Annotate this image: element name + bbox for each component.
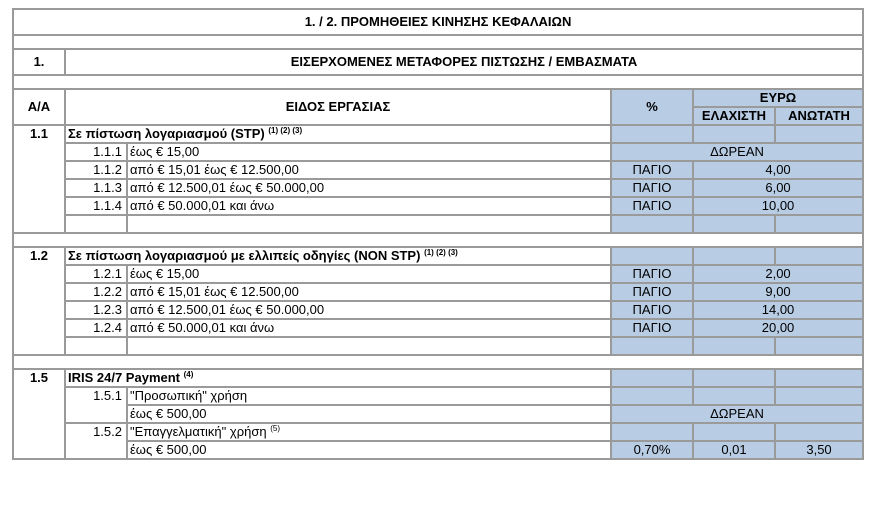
chapter-number: 1. (13, 49, 65, 75)
fee-table (12, 8, 864, 460)
spacer-row (13, 233, 863, 247)
table-row (13, 405, 863, 423)
page-title: 1. / 2. ΠΡΟΜΗΘΕΙΕΣ ΚΙΝΗΣΗΣ ΚΕΦΑΛΑΙΩΝ (13, 9, 863, 35)
row-percent: ΠΑΓΙΟ (611, 319, 693, 337)
table-row (13, 301, 863, 319)
blank-cell (65, 337, 127, 355)
row-percent: ΠΑΓΙΟ (611, 197, 693, 215)
row-description: έως € 500,00 (127, 405, 611, 423)
spacer-row (13, 75, 863, 89)
row-percent: 0,70% (611, 441, 693, 459)
row-percent: ΠΑΓΙΟ (611, 161, 693, 179)
row-description: από € 50.000,01 και άνω (127, 319, 611, 337)
blank-cell (611, 387, 693, 405)
header-euro: ΕΥΡΩ (693, 89, 863, 107)
blank-cell (693, 247, 775, 265)
blank-row (13, 337, 863, 355)
table-row (13, 319, 863, 337)
blank-cell (693, 215, 775, 233)
row-number: 1.1.1 (65, 143, 127, 161)
row-min: 0,01 (693, 441, 775, 459)
row-description: έως € 15,00 (127, 265, 611, 283)
section-1-1-title (65, 125, 611, 143)
blank-cell (775, 247, 863, 265)
header-aa: Α/Α (13, 89, 65, 125)
blank-cell (611, 215, 693, 233)
table-row (13, 387, 863, 405)
table-row (13, 143, 863, 161)
blank-cell (611, 337, 693, 355)
blank-cell (611, 369, 693, 387)
section-1-5-title (65, 369, 611, 387)
header-max: ΑΝΩΤΑΤΗ (775, 107, 863, 125)
spacer-row (13, 355, 863, 369)
row-description: από € 15,01 έως € 12.500,00 (127, 283, 611, 301)
blank-cell (127, 215, 611, 233)
row-value: ΔΩΡΕΑΝ (611, 405, 863, 423)
section-1-2-notes: (1) (2) (3) (424, 248, 458, 257)
row-note: (5) (270, 424, 280, 433)
row-percent: ΠΑΓΙΟ (611, 283, 693, 301)
section-1-5-note: (4) (183, 370, 194, 379)
row-description: από € 15,01 έως € 12.500,00 (127, 161, 611, 179)
table-row (13, 283, 863, 301)
row-description (127, 423, 611, 441)
row-percent: ΠΑΓΙΟ (611, 265, 693, 283)
row-value: 10,00 (693, 197, 863, 215)
blank-row (13, 215, 863, 233)
header-min: ΕΛΑΧΙΣΤΗ (693, 107, 775, 125)
row-description: έως € 500,00 (127, 441, 611, 459)
row-number: 1.5.2 (65, 423, 127, 459)
row-percent: ΠΑΓΙΟ (611, 179, 693, 197)
header-type: ΕΙΔΟΣ ΕΡΓΑΣΙΑΣ (65, 89, 611, 125)
blank-cell (775, 387, 863, 405)
blank-cell (127, 337, 611, 355)
section-1-2-number: 1.2 (13, 247, 65, 355)
blank-cell (775, 337, 863, 355)
blank-cell (775, 125, 863, 143)
table-row (13, 179, 863, 197)
section-1-1-label: Σε πίστωση λογαριασμού (STP) (68, 126, 265, 141)
blank-cell (693, 369, 775, 387)
row-percent: ΠΑΓΙΟ (611, 301, 693, 319)
row-value: 14,00 (693, 301, 863, 319)
blank-cell (775, 423, 863, 441)
blank-cell (611, 125, 693, 143)
blank-cell (65, 215, 127, 233)
row-value: 9,00 (693, 283, 863, 301)
section-1-5-label: IRIS 24/7 Payment (68, 370, 180, 385)
section-1-1-notes: (1) (2) (3) (268, 126, 303, 135)
row-description: από € 12.500,01 έως € 50.000,00 (127, 301, 611, 319)
row-number: 1.1.4 (65, 197, 127, 215)
row-value: 6,00 (693, 179, 863, 197)
row-description: από € 50.000,01 και άνω (127, 197, 611, 215)
blank-cell (775, 369, 863, 387)
row-description: "Προσωπική" χρήση (127, 387, 611, 405)
blank-cell (693, 125, 775, 143)
row-value: 4,00 (693, 161, 863, 179)
chapter-title: ΕΙΣΕΡΧΟΜΕΝΕΣ ΜΕΤΑΦΟΡΕΣ ΠΙΣΤΩΣΗΣ / ΕΜΒΑΣΜΑΤΑ (65, 49, 863, 75)
row-value: ΔΩΡΕΑΝ (611, 143, 863, 161)
row-number: 1.1.2 (65, 161, 127, 179)
row-max: 3,50 (775, 441, 863, 459)
row-description-text: "Επαγγελματική" χρήση (130, 424, 267, 439)
blank-cell (693, 337, 775, 355)
row-number: 1.2.2 (65, 283, 127, 301)
row-description: από € 12.500,01 έως € 50.000,00 (127, 179, 611, 197)
table-row (13, 423, 863, 441)
row-description: έως € 15,00 (127, 143, 611, 161)
section-1-5-number: 1.5 (13, 369, 65, 459)
blank-cell (693, 423, 775, 441)
spacer-row (13, 35, 863, 49)
table-row (13, 441, 863, 459)
section-1-2-label: Σε πίστωση λογαριασμού με ελλιπείς οδηγίες (NON STP) (68, 248, 421, 263)
row-number: 1.1.3 (65, 179, 127, 197)
table-row (13, 197, 863, 215)
section-1-2-title (65, 247, 611, 265)
row-number: 1.2.1 (65, 265, 127, 283)
blank-cell (693, 387, 775, 405)
table-row (13, 161, 863, 179)
table-row (13, 265, 863, 283)
row-value: 20,00 (693, 319, 863, 337)
header-percent: % (611, 89, 693, 125)
row-number: 1.5.1 (65, 387, 127, 423)
blank-cell (611, 423, 693, 441)
row-number: 1.2.3 (65, 301, 127, 319)
row-number: 1.2.4 (65, 319, 127, 337)
blank-cell (775, 215, 863, 233)
blank-cell (611, 247, 693, 265)
section-1-1-number: 1.1 (13, 125, 65, 233)
row-value: 2,00 (693, 265, 863, 283)
